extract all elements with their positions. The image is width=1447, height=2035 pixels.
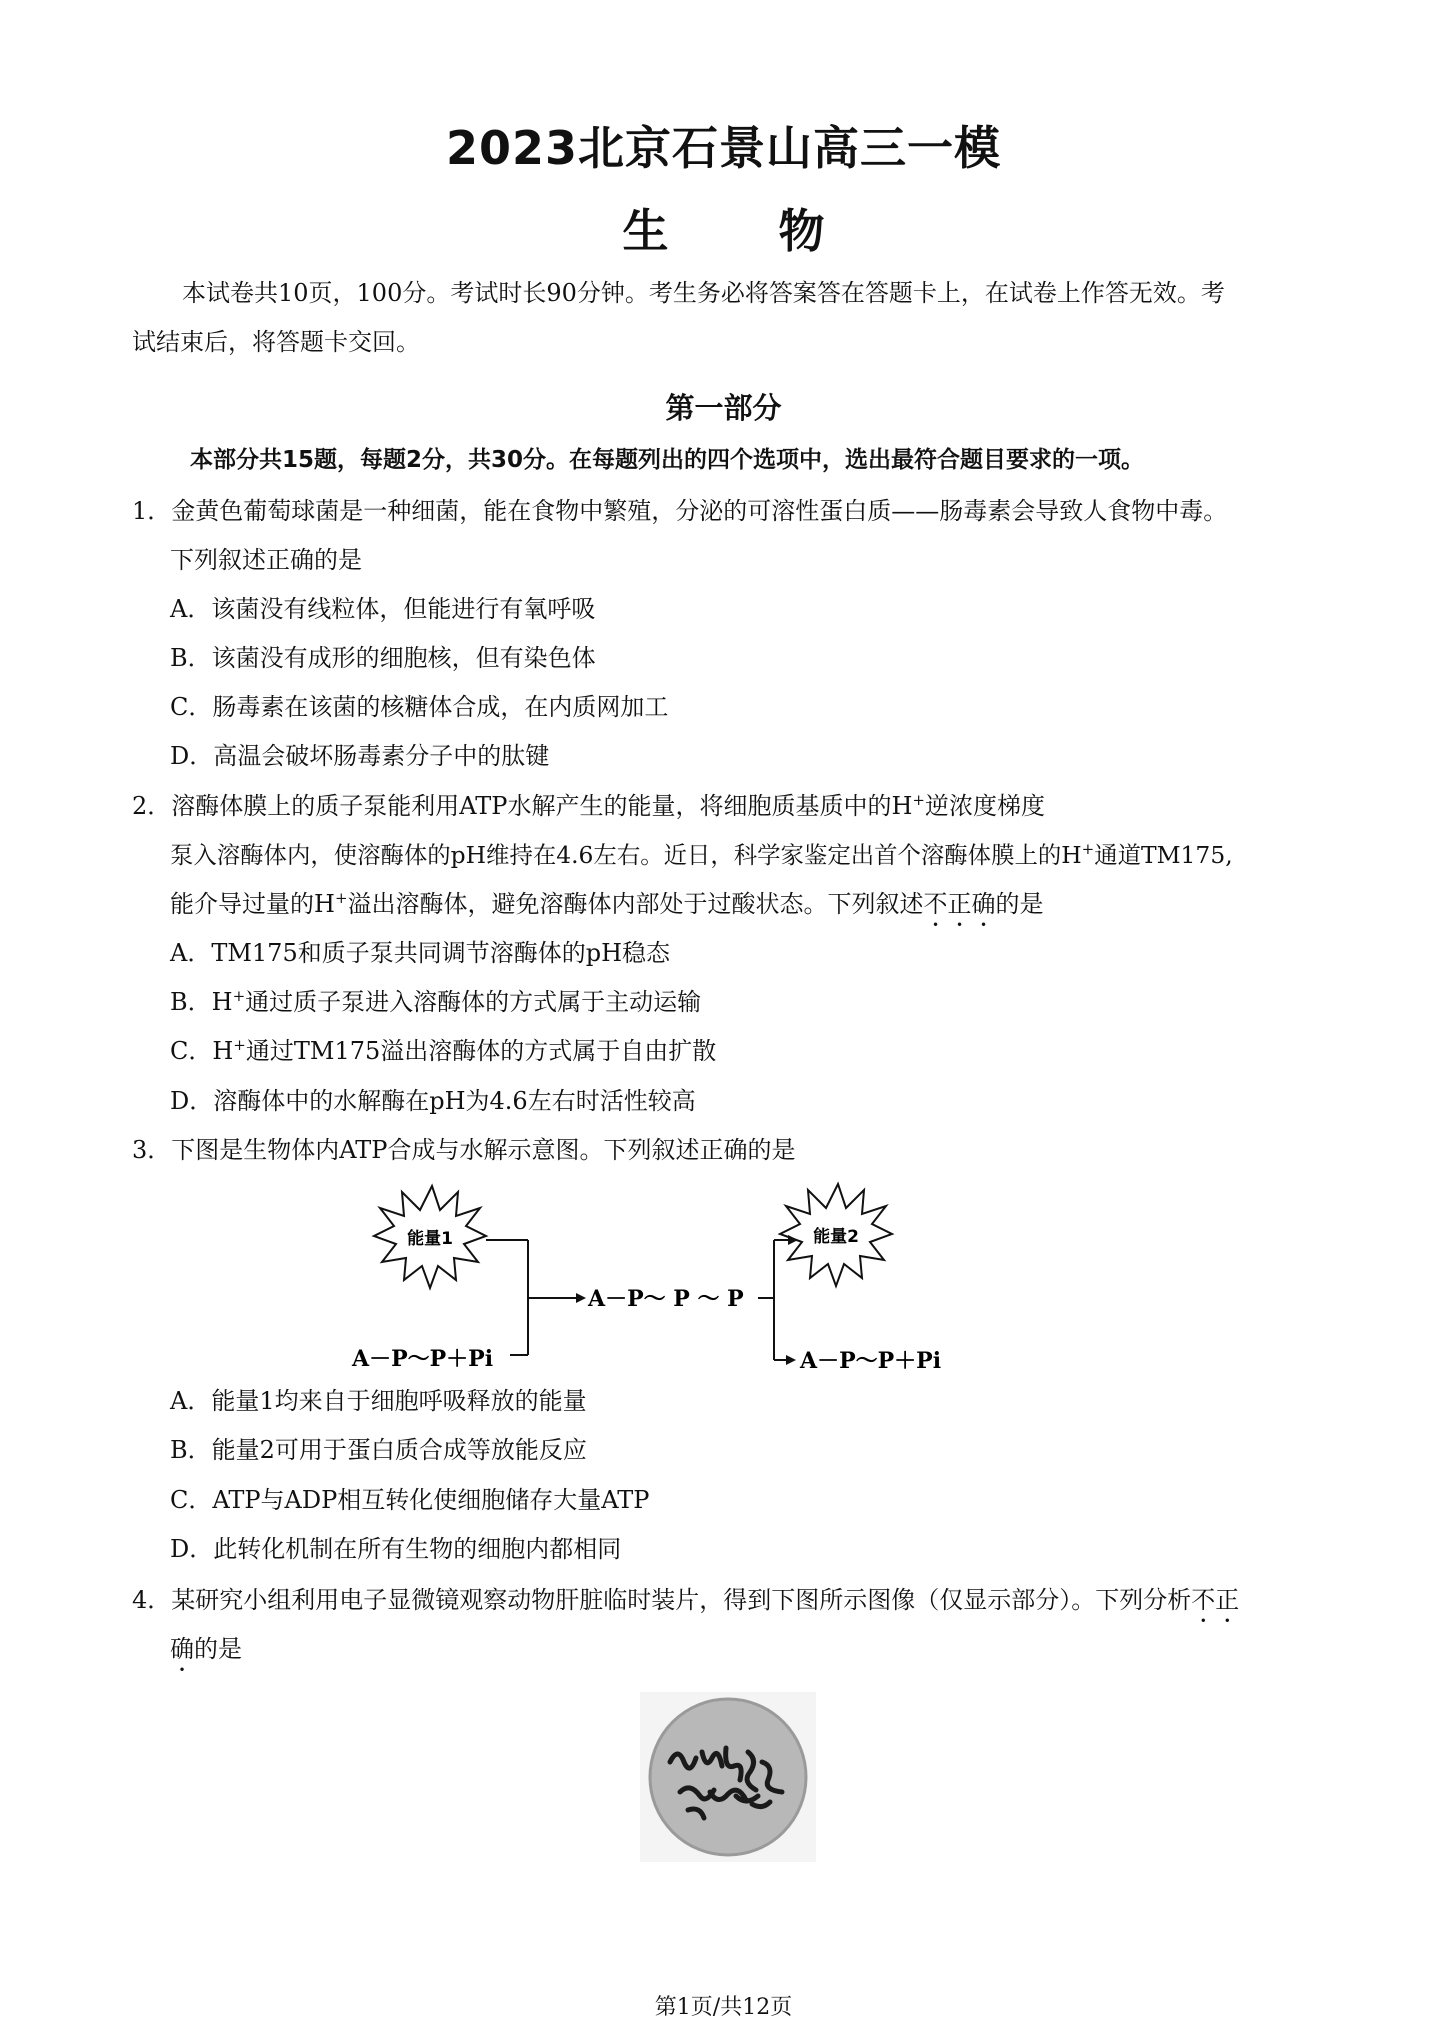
q2-option-b: B．H+通过质子泵进入溶酶体的方式属于主动运输 <box>170 987 702 1016</box>
intro-line-2: 试结束后，将答题卡交回。 <box>132 328 420 356</box>
q2-option-a: A．TM175和质子泵共同调节溶酶体的pH稳态 <box>170 939 671 967</box>
q3-stem: 3．下图是生物体内ATP合成与水解示意图。下列叙述正确的是 <box>132 1136 796 1164</box>
q2-stem-line-1: 2．溶酶体膜上的质子泵能利用ATP水解产生的能量，将细胞质基质中的H+逆浓度梯度 <box>132 791 1045 820</box>
section-instructions: 本部分共15题，每题2分，共30分。在每题列出的四个选项中，选出最符合题目要求的一项。 <box>190 447 1145 473</box>
q1-option-d: D．高温会破坏肠毒素分子中的肽键 <box>170 742 550 770</box>
atp-diagram <box>340 1180 980 1380</box>
q3-option-a: A．能量1均来自于细胞呼吸释放的能量 <box>170 1387 587 1415</box>
page-footer: 第1页/共12页 <box>654 1995 793 2020</box>
q2-option-c: C．H+通过TM175溢出溶酶体的方式属于自由扩散 <box>170 1036 717 1065</box>
q1-stem-line-1: 1．金黄色葡萄球菌是一种细菌，能在食物中繁殖，分泌的可溶性蛋白质——肠毒素会导致人食物中毒。 <box>132 497 1228 525</box>
q1-option-c: C．肠毒素在该菌的核糖体合成，在内质网加工 <box>170 693 669 721</box>
q3-option-c: C．ATP与ADP相互转化使细胞储存大量ATP <box>170 1486 650 1514</box>
subject-title: 生物 <box>622 204 935 258</box>
page-title: 2023北京石景山高三一模 <box>445 121 1002 175</box>
q3-option-b: B．能量2可用于蛋白质合成等放能反应 <box>170 1436 587 1464</box>
energy-2-label: 能量2 <box>813 1227 859 1247</box>
q1-option-b: B．该菌没有成形的细胞核，但有染色体 <box>170 644 596 672</box>
q4-stem-line-2: 确的是 <box>170 1635 242 1663</box>
q1-stem-line-2: 下列叙述正确的是 <box>170 546 362 574</box>
adp-formula-right: A－P～P＋Pi <box>800 1348 942 1374</box>
emphasis-not-correct-1: 不正 <box>1191 1586 1240 1614</box>
q2-stem-line-3: 能介导过量的H+溢出溶酶体，避免溶酶体内部处于过酸状态。下列叙述不正确的是 <box>170 889 1044 918</box>
emphasis-not-correct: 不正确 <box>923 890 996 918</box>
section-title: 第一部分 <box>665 391 782 425</box>
micrograph-image <box>640 1692 816 1862</box>
q1-option-a: A．该菌没有线粒体，但能进行有氧呼吸 <box>170 595 596 623</box>
adp-formula-left: A－P～P＋Pi <box>352 1346 494 1372</box>
q3-option-d: D．此转化机制在所有生物的细胞内都相同 <box>170 1535 622 1563</box>
q4-stem-line-1: 4．某研究小组利用电子显微镜观察动物肝脏临时装片，得到下图所示图像（仅显示部分）。下列分析不正 <box>132 1586 1240 1614</box>
intro-line-1: 本试卷共10页，100分。考试时长90分钟。考生务必将答案答在答题卡上，在试卷上作答无效。考 <box>182 279 1225 307</box>
energy-1-label: 能量1 <box>407 1229 453 1249</box>
atp-formula: A－P～ P ～ P <box>588 1286 744 1312</box>
q2-stem-line-2: 泵入溶酶体内，使溶酶体的pH维持在4.6左右。近日，科学家鉴定出首个溶酶体膜上的H+通道TM175, <box>170 840 1233 869</box>
emphasis-not-correct-2: 确 <box>170 1635 194 1663</box>
q2-option-d: D．溶酶体中的水解酶在pH为4.6左右时活性较高 <box>170 1087 696 1115</box>
